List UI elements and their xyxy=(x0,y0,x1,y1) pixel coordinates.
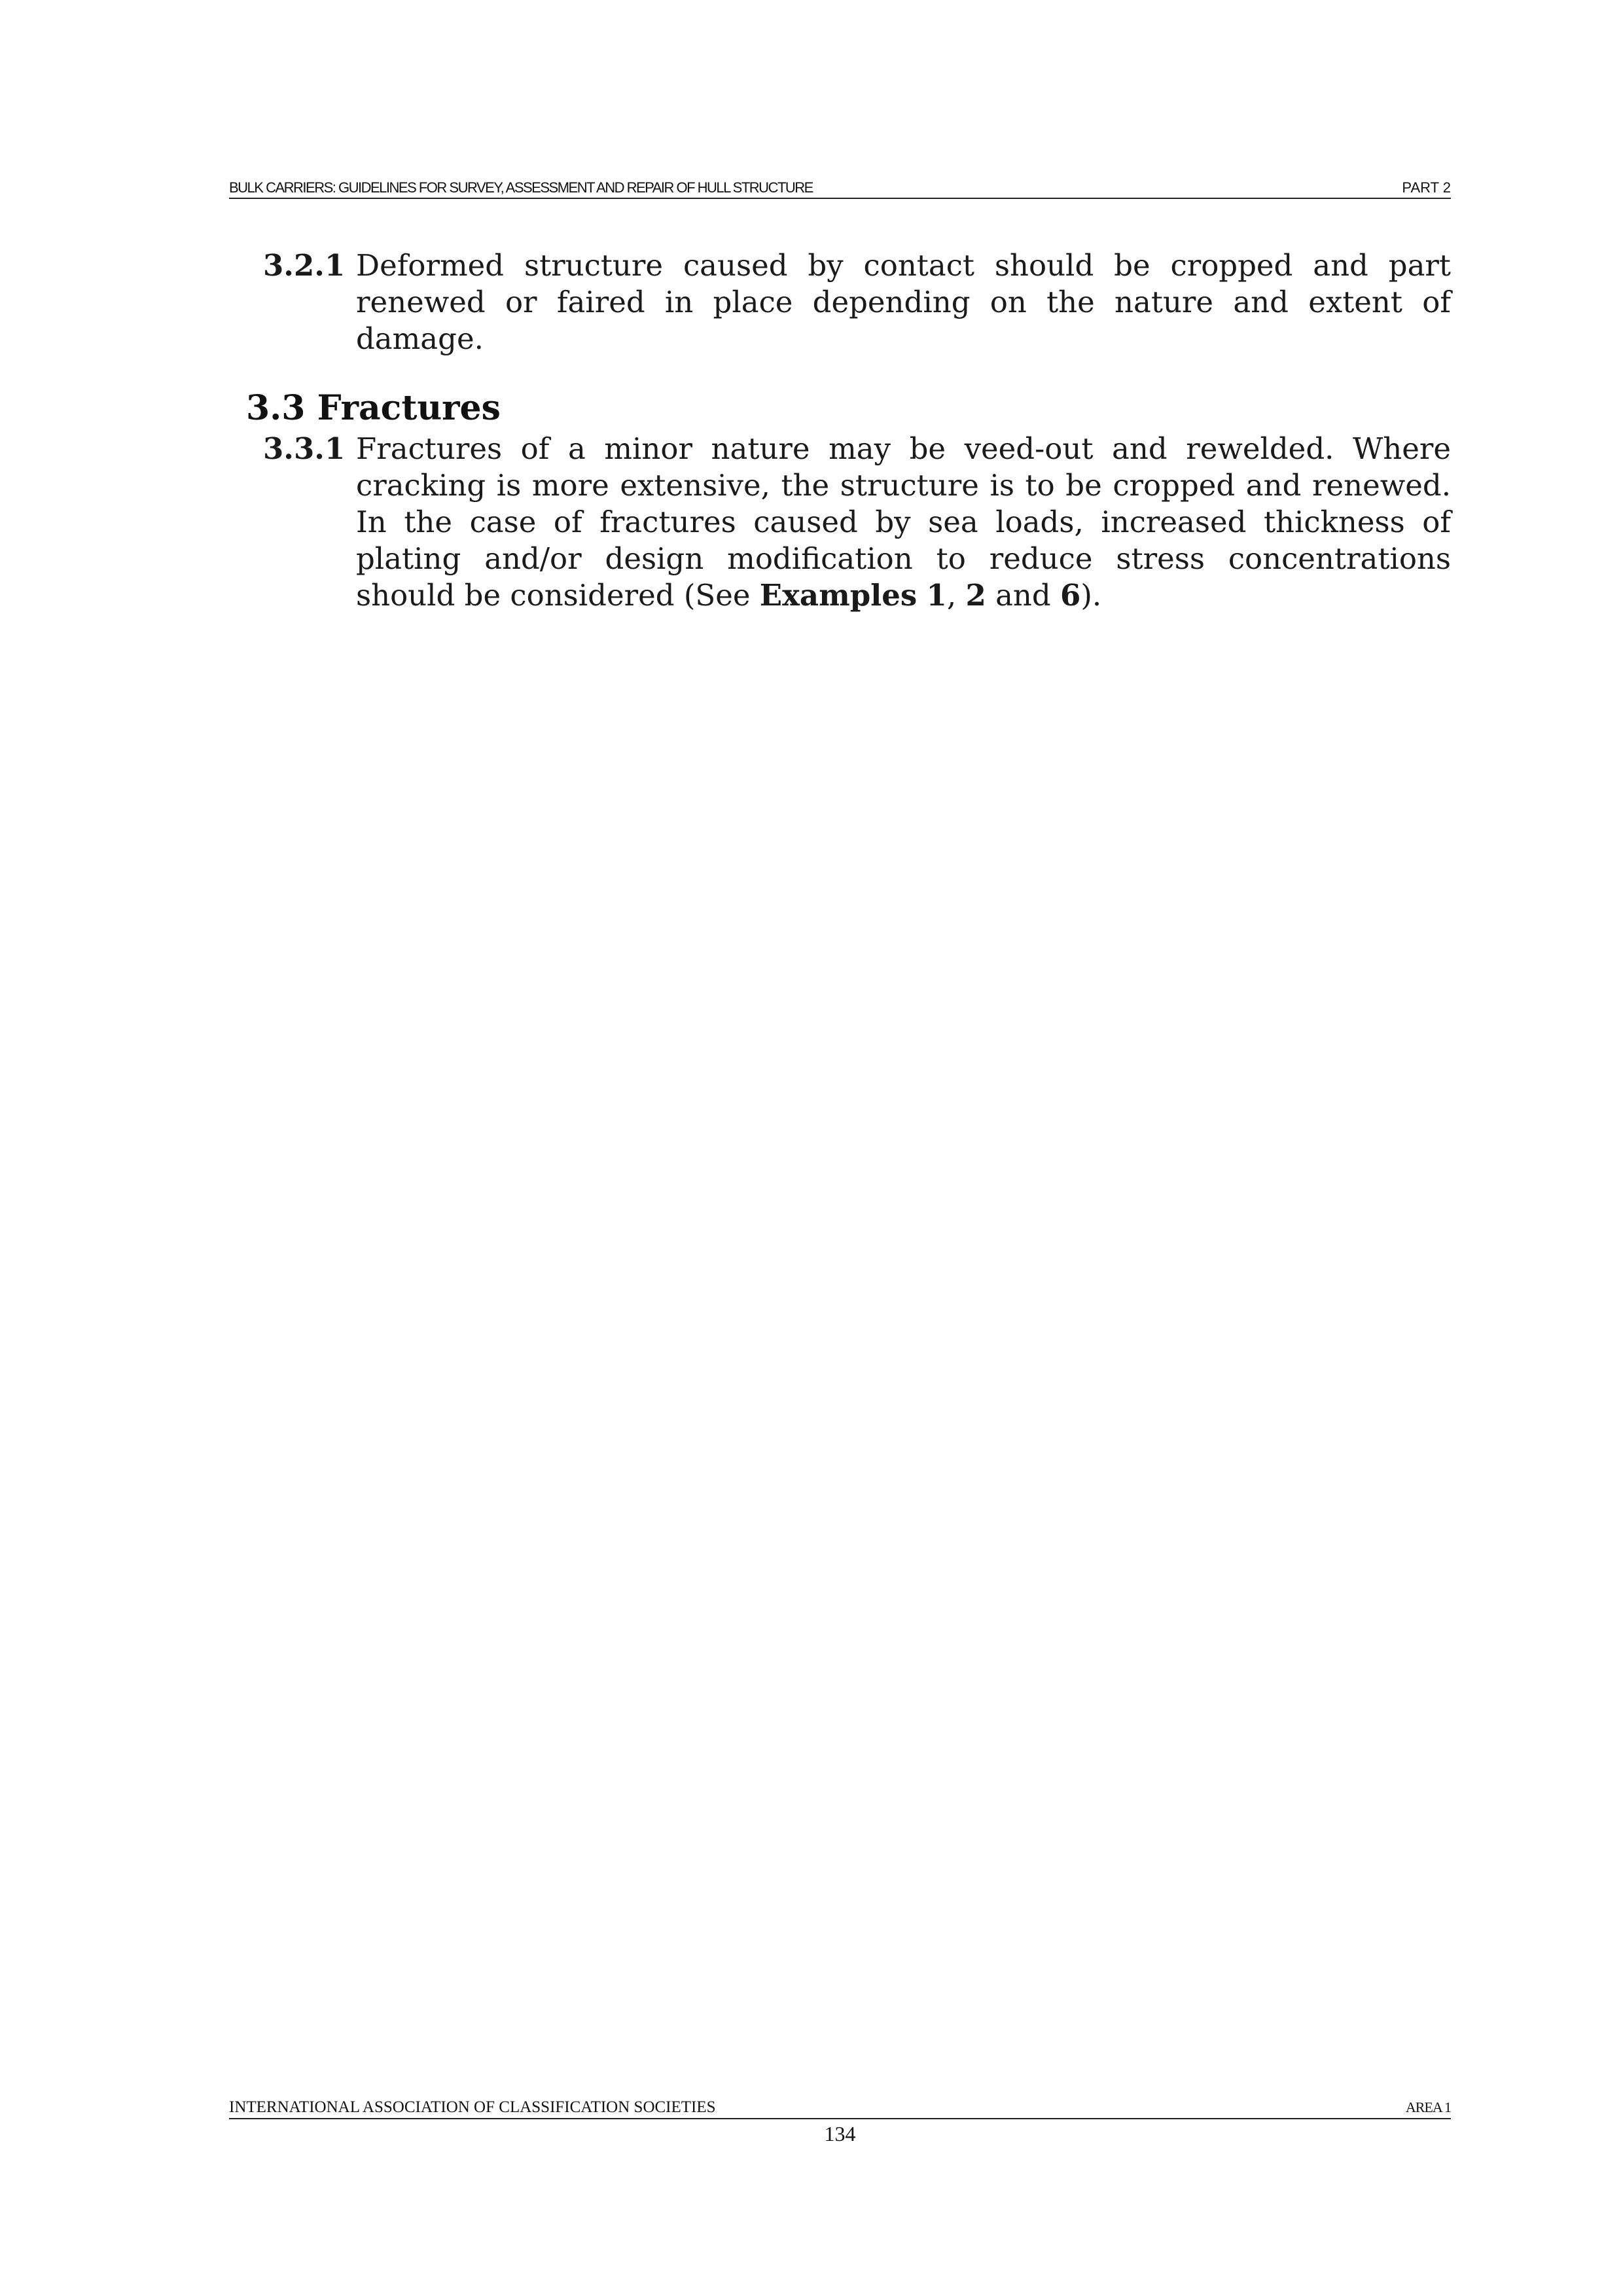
ref-separator: , xyxy=(946,578,966,613)
footer-organization: INTERNATIONAL ASSOCIATION OF CLASSIFICATION SOCIETIES xyxy=(229,2098,716,2116)
ref-separator: and xyxy=(986,578,1061,613)
paragraph-number: 3.3.1 xyxy=(263,431,346,466)
page-number: 134 xyxy=(824,2122,856,2145)
paragraph-text: Deformed structure caused by contact should be cropped and part renewed or faired in place depending on the nature and extent of damage. xyxy=(356,248,1451,356)
example-ref-6: 6 xyxy=(1060,578,1081,613)
examples-label: Examples xyxy=(759,578,918,613)
page-header xyxy=(229,178,1451,199)
paragraph-number: 3.2.1 xyxy=(263,248,346,283)
header-title: BULK CARRIERS: GUIDELINES FOR SURVEY, ASSESSMENT AND REPAIR OF HULL STRUCTURE xyxy=(229,179,813,196)
paragraph-3-2-1 xyxy=(263,247,1451,357)
paragraph-text-block xyxy=(356,431,1451,614)
section-heading-fractures: 3.3 Fractures xyxy=(246,388,501,428)
header-part: PART 2 xyxy=(1402,179,1451,196)
footer-area: AREA 1 xyxy=(1405,2099,1451,2115)
paragraph-text: Fractures of a minor nature may be veed-out and rewelded. Where cracking is more extensive, the structure is to be cropped and renewed. In the case of fractures caused by sea loads, increased thickness of plating and/or design modification to reduce stress concentrations should be considered (See xyxy=(356,431,1451,613)
paragraph-tail: ). xyxy=(1080,578,1102,613)
example-ref-2: 2 xyxy=(965,578,986,613)
page-footer xyxy=(229,2097,1451,2119)
example-ref-1: 1 xyxy=(926,578,947,613)
paragraph-3-3-1 xyxy=(263,431,1451,614)
